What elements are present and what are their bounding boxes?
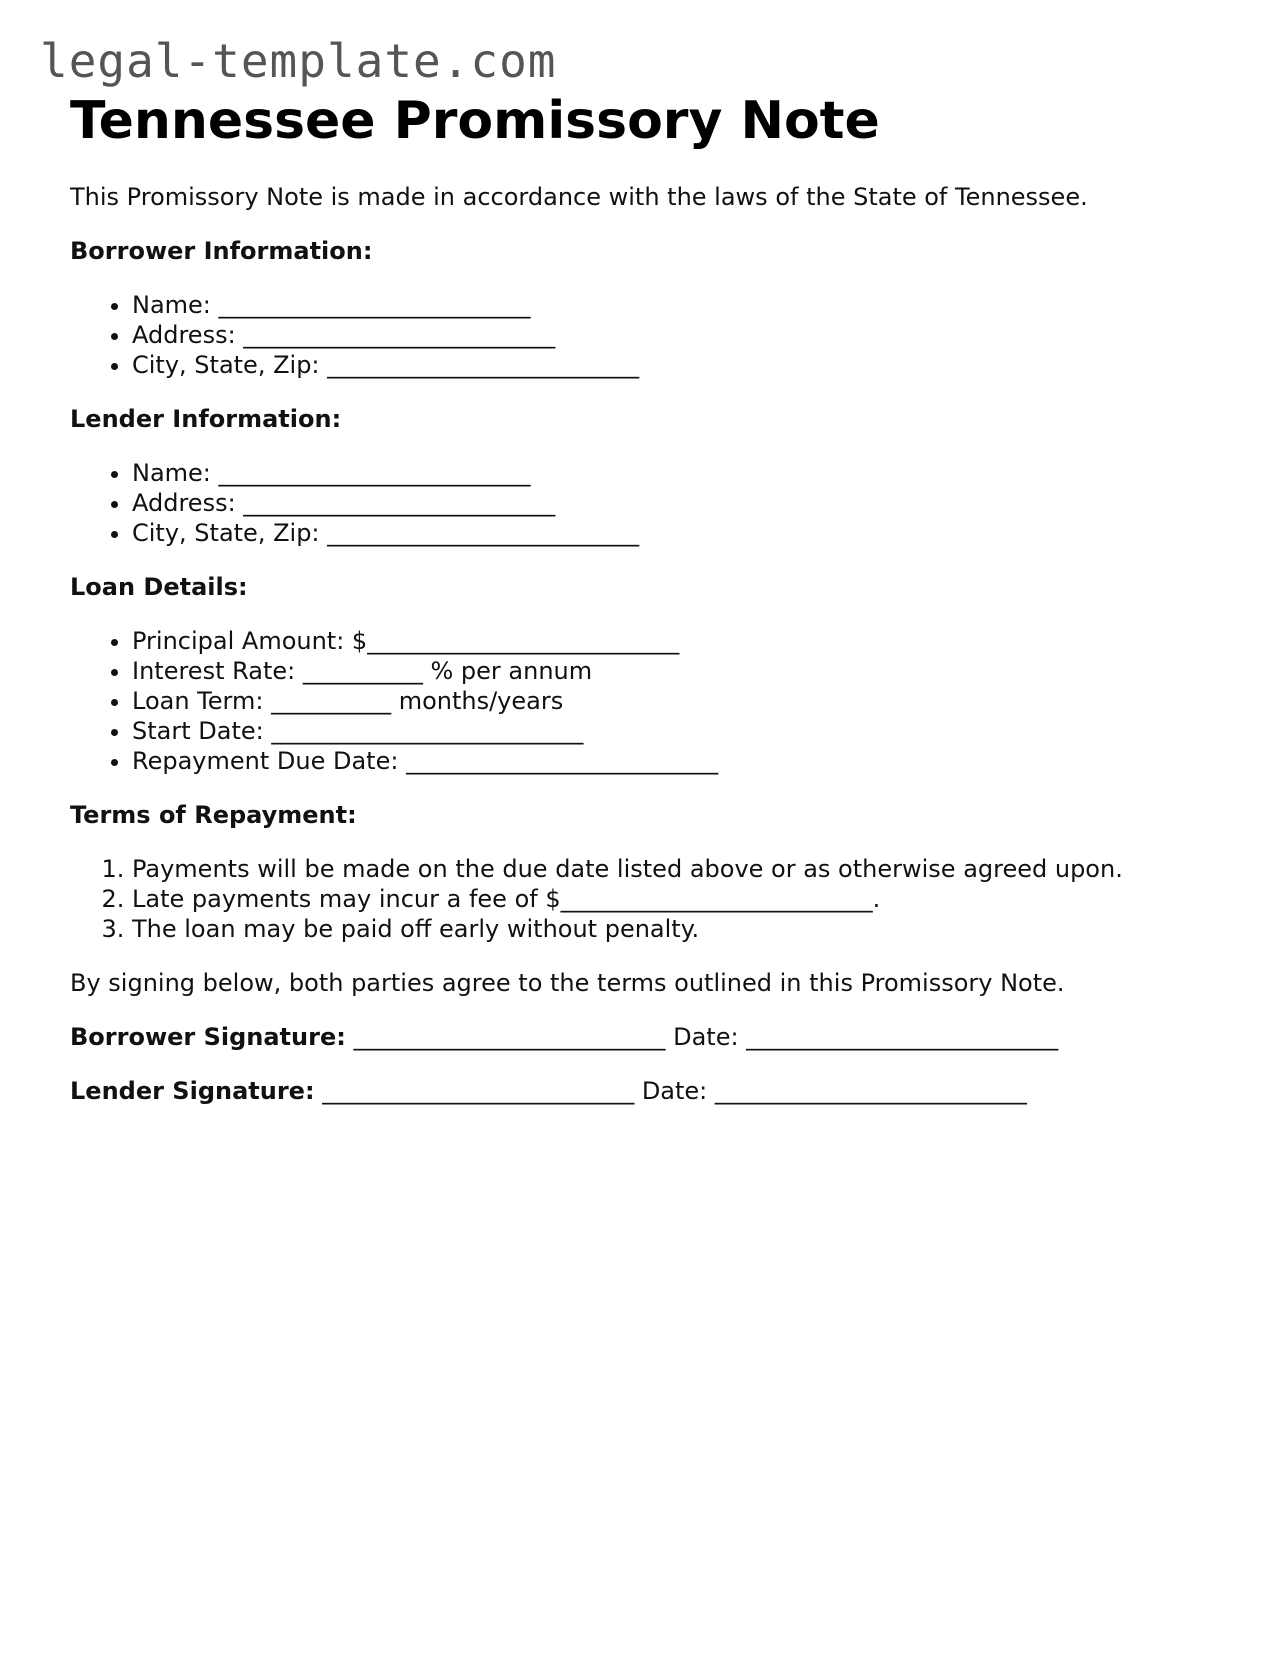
repayment-term-item: 3. The loan may be paid off early without penalty. [132, 914, 1230, 944]
repayment-list [70, 854, 1230, 944]
interest-rate-item: • Interest Rate: __________ % per annum [132, 656, 1230, 686]
start-date-item: • Start Date: __________________________ [132, 716, 1230, 746]
lender-city-item: • City, State, Zip: __________________________ [132, 518, 1230, 548]
loan-term-item: • Loan Term: __________ months/years [132, 686, 1230, 716]
borrower-heading: Borrower Information: [70, 237, 373, 265]
lender-name-item: • Name: __________________________ [132, 458, 1230, 488]
borrower-list [70, 290, 1230, 380]
borrower-address-item: • Address: __________________________ [132, 320, 1230, 350]
repayment-term-item: 1. Payments will be made on the due date listed above or as otherwise agreed upon. [132, 854, 1230, 884]
closing-paragraph: By signing below, both parties agree to the terms outlined in this Promissory Note. [70, 969, 1065, 997]
loan-list [70, 626, 1230, 776]
document [70, 88, 1230, 1106]
watermark: legal-template.com [40, 34, 557, 88]
repayment-heading: Terms of Repayment: [70, 801, 357, 829]
borrower-name-item: • Name: __________________________ [132, 290, 1230, 320]
borrower-city-item: • City, State, Zip: __________________________ [132, 350, 1230, 380]
principal-amount-item: • Principal Amount: $__________________________ [132, 626, 1230, 656]
intro-paragraph: This Promissory Note is made in accordance with the laws of the State of Tennessee. [70, 183, 1088, 211]
borrower-signature-label: Borrower Signature: [70, 1023, 346, 1051]
lender-signature-label: Lender Signature: [70, 1077, 315, 1105]
borrower-signature-line [70, 1022, 1230, 1052]
lender-list [70, 458, 1230, 548]
repayment-due-date-item: • Repayment Due Date: __________________________ [132, 746, 1230, 776]
repayment-term-item: 2. Late payments may incur a fee of $__________________________. [132, 884, 1230, 914]
lender-heading: Lender Information: [70, 405, 342, 433]
lender-signature-line [70, 1076, 1230, 1106]
lender-signature-blanks: __________________________ Date: __________________________ [322, 1077, 1027, 1105]
lender-address-item: • Address: __________________________ [132, 488, 1230, 518]
document-title: Tennessee Promissory Note [70, 91, 880, 151]
borrower-signature-blanks: __________________________ Date: __________________________ [353, 1023, 1059, 1051]
loan-heading: Loan Details: [70, 573, 248, 601]
